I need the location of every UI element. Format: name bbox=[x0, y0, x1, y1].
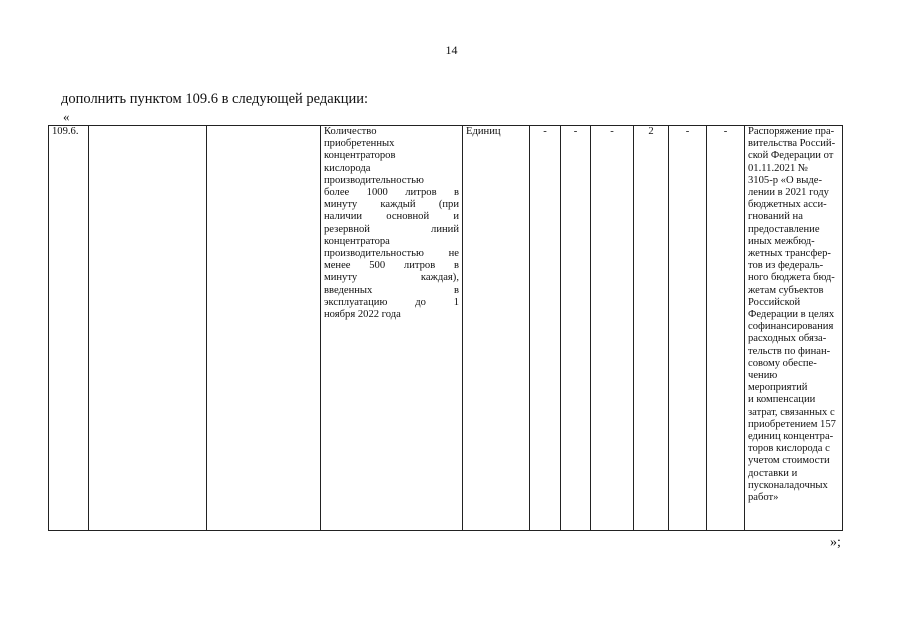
description-line: концентратора bbox=[324, 235, 390, 247]
description-line: минуту каждая), bbox=[324, 272, 459, 284]
table-row bbox=[49, 126, 843, 531]
note-line: пусконаладочных bbox=[748, 479, 828, 491]
note-line: гнований на bbox=[748, 211, 803, 223]
note-line: тельств по финан- bbox=[748, 345, 831, 357]
open-quote: « bbox=[63, 109, 70, 124]
page-number: 14 bbox=[445, 43, 458, 57]
note-line: тов из федераль- bbox=[748, 260, 824, 272]
note-line: и компенсации bbox=[748, 394, 816, 406]
description-line: менее 500 литров в bbox=[324, 260, 459, 272]
note-line: ской Федерации от bbox=[748, 150, 834, 162]
description-line: Количество bbox=[324, 126, 377, 137]
note-line: жетных трансфер- bbox=[748, 248, 831, 260]
note-line: 3105-р «О выде- bbox=[748, 174, 822, 186]
note-line: совому обеспе- bbox=[748, 357, 817, 369]
description-cell bbox=[321, 126, 463, 531]
note-line: бюджетных асси- bbox=[748, 199, 827, 211]
note-line: иных межбюд- bbox=[748, 235, 815, 247]
note-line: доставки и bbox=[748, 467, 798, 479]
note-line: софинансирования bbox=[748, 321, 834, 333]
description-line: приобретенных bbox=[324, 138, 395, 150]
description-line: резервной линий bbox=[324, 223, 459, 235]
note-line: учетом стоимости bbox=[748, 455, 830, 467]
close-quote: »; bbox=[830, 535, 841, 550]
note-line: вительства Россий- bbox=[748, 138, 836, 150]
value-cell-4: 2 bbox=[634, 126, 669, 531]
note-line: чению мероприятий bbox=[748, 370, 808, 394]
note-line: затрат, связанных с bbox=[748, 406, 835, 418]
value-cell-1: - bbox=[530, 126, 561, 531]
value-cell-6: - bbox=[707, 126, 745, 531]
description-line: введенных в bbox=[324, 284, 459, 296]
note-line: 01.11.2021 № bbox=[748, 162, 809, 174]
note-line: приобретением 157 bbox=[748, 418, 836, 430]
note-line: Распоряжение пра- bbox=[748, 126, 835, 137]
description-line: минуту каждый (при bbox=[324, 199, 459, 211]
value-cell-5: - bbox=[669, 126, 707, 531]
note-line: Российской bbox=[748, 296, 801, 308]
amendment-table bbox=[48, 125, 843, 531]
description-line: концентраторов bbox=[324, 150, 396, 162]
description-line: эксплуатацию до 1 bbox=[324, 296, 459, 308]
note-line: торов кислорода с bbox=[748, 443, 830, 455]
empty-cell-3 bbox=[207, 126, 321, 531]
note-line: жетам субъектов bbox=[748, 284, 824, 296]
value-cell-3: - bbox=[591, 126, 634, 531]
note-line: расходных обяза- bbox=[748, 333, 827, 345]
note-line: лении в 2021 году bbox=[748, 187, 829, 199]
value-cell-2: - bbox=[561, 126, 591, 531]
note-line: предоставление bbox=[748, 223, 820, 235]
legal-basis-cell bbox=[745, 126, 843, 531]
note-line: Федерации в целях bbox=[748, 309, 835, 321]
description-line: производительностью bbox=[324, 174, 424, 186]
empty-cell-2 bbox=[89, 126, 207, 531]
note-line: единиц концентра- bbox=[748, 431, 834, 443]
description-line: ноября 2022 года bbox=[324, 309, 401, 321]
unit-cell: Единиц bbox=[463, 126, 530, 531]
note-line: ного бюджета бюд- bbox=[748, 272, 835, 284]
note-line: работ» bbox=[748, 492, 779, 504]
description-line: кислорода bbox=[324, 162, 371, 174]
description-line: производительностью не bbox=[324, 248, 459, 260]
intro-text: дополнить пунктом 109.6 в следующей редакции: bbox=[61, 91, 369, 107]
row-number-cell: 109.6. bbox=[49, 126, 89, 531]
description-line: наличии основной и bbox=[324, 211, 459, 223]
description-line: более 1000 литров в bbox=[324, 187, 459, 199]
